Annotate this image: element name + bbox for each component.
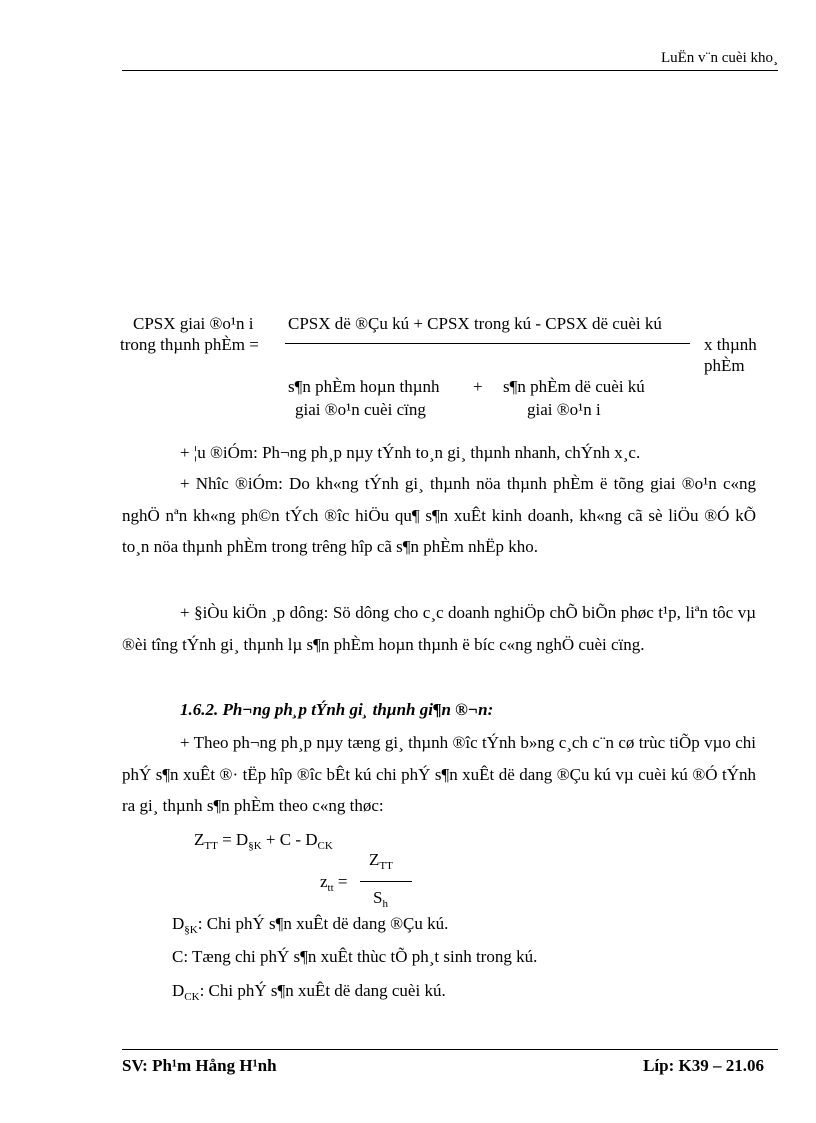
unit-cost-numerator: $Z_{TT}$ [369, 850, 393, 872]
denominator-plus: + [473, 377, 483, 396]
disadvantage-paragraph: + Nhîc ®iÓm: Do kh«ng tÝnh gi¸ thµnh nöa thµnh phÈm ë tõng giai ®o¹n c«ng nghÖ nªn kh«ng ph©n tÝch ®îc hiÖu qu¶ s¶n xuÊt kinh doanh, kh«ng cã sè liÖu ®Ó kÕ to¸n nöa thµnh phÈm trong trêng hîp cã s¶n phÈm nhËp kho. [122, 474, 756, 556]
total-cost-equation: $Z_{TT} = D_{\S K} + C - D_{CK}$ [194, 830, 333, 852]
definition-opening-wip: $D_{\S K}$: Chi phÝ s¶n xuÊt dë dang ®Çu kú. [172, 914, 449, 936]
header-rule [122, 70, 778, 71]
unit-cost-fraction-line [360, 881, 412, 882]
denominator-right-line1: s¶n phÈm dë cuèi kú [503, 377, 645, 396]
formula-rhs-line1: x thµnh [704, 335, 757, 354]
formula-rhs-line2: phÈm [704, 356, 745, 375]
advantage-paragraph: + ¦u ®iÓm: Ph¬ng ph¸p nµy tÝnh to¸n gi¸ thµnh nhanh, chÝnh x¸c. [180, 443, 641, 462]
denominator-right-line2: giai ®o¹n i [527, 400, 601, 419]
formula-numerator: CPSX dë ®Çu kú + CPSX trong kú - CPSX dë cuèi kú [288, 314, 662, 333]
fraction-line [285, 343, 690, 344]
formula-lhs-line1: CPSX giai ®o¹n i [133, 314, 254, 333]
denominator-left-line1: s¶n phÈm hoµn thµnh [288, 377, 440, 396]
definition-closing-wip: $D_{CK}$: Chi phÝ s¶n xuÊt dë dang cuèi kú. [172, 981, 446, 1003]
page-header-title: LuËn v¨n cuèi kho¸ [660, 50, 778, 66]
unit-cost-denominator: $S_h$ [373, 888, 388, 910]
footer-class: Líp: K39 – 21.06 [643, 1056, 764, 1075]
section-heading: 1.6.2. Ph¬ng ph¸p tÝnh gi¸ thµnh gi¶n ®¬n: [180, 700, 494, 719]
condition-paragraph: + §iÒu kiÖn ¸p dông: Sö dông cho c¸c doanh nghiÖp chÕ biÕn phøc t¹p, liªn tôc vµ ®èi tîng tÝnh gi¸ thµnh lµ s¶n phÈm hoµn thµnh ë bíc c«ng nghÖ cuèi cïng. [122, 603, 756, 654]
footer-student-name: SV: Ph¹m Hång H¹nh [122, 1056, 277, 1075]
denominator-left-line2: giai ®o¹n cuèi cïng [295, 400, 426, 419]
unit-cost-lhs: $z_{tt}$ = [320, 872, 348, 894]
formula-lhs-line2: trong thµnh phÈm = [120, 335, 259, 354]
method-paragraph: + Theo ph¬ng ph¸p nµy tæng gi¸ thµnh ®îc tÝnh b»ng c¸ch c¨n cø trùc tiÕp vµo chi phÝ s¶n xuÊt ®· tËp hîp ®îc bÊt kú chi phÝ s¶n xuÊt dë dang ®Çu kú vµ cuèi kú ®Ó tÝnh ra gi¸ thµnh s¶n phÈm theo c«ng thøc: [122, 733, 756, 815]
definition-total-cost: C: Tæng chi phÝ s¶n xuÊt thùc tÕ ph¸t sinh trong kú. [172, 947, 538, 966]
footer-rule [122, 1049, 778, 1050]
